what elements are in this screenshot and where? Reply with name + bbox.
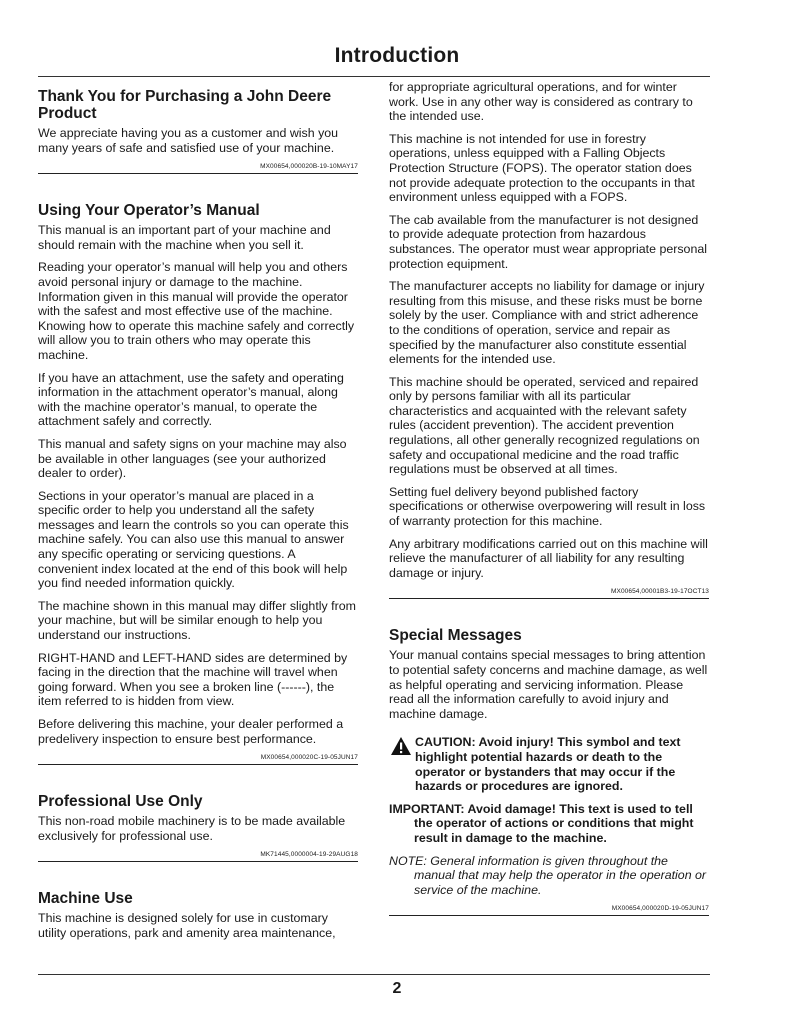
section-operators-manual xyxy=(38,202,358,765)
reference-code: MX00654,000020C-19-05JUN17 xyxy=(260,754,358,762)
section-professional-use xyxy=(38,793,358,862)
left-column xyxy=(38,88,358,949)
section-special-messages xyxy=(389,627,709,916)
right-column xyxy=(389,80,709,916)
section-heading: Machine Use xyxy=(38,890,133,908)
paragraph: Before delivering this machine, your dealer performed a predelivery inspection to ensure best performance. xyxy=(38,717,344,746)
caution-message xyxy=(389,735,709,793)
paragraph: The machine shown in this manual may differ slightly from your machine, but will be similar enough to help you understand our instructions. xyxy=(38,598,356,643)
reference-code: MX00654,000020B-19-10MAY17 xyxy=(260,163,358,171)
section-heading: Thank You for Purchasing a John Deere Product xyxy=(38,88,332,122)
paragraph: Your manual contains special messages to bring attention to potential safety concerns and machine damage, as well as helpful operating and servicing information. Please read all the information carefully to avoid injury and machine damage. xyxy=(389,648,708,721)
reference-code: MX00654,000020D-19-05JUN17 xyxy=(611,905,709,913)
paragraph: The manufacturer accepts no liability for damage or injury resulting from this misuse, and these risks must be borne solely by the user. Compliance with and strict adherence to the conditions of operation, service and repair as specified by the manufacturer also constitute essential elements for the intended use. xyxy=(389,279,705,367)
section-heading: Special Messages xyxy=(389,627,522,645)
paragraph: This machine should be operated, serviced and repaired only by persons familiar with all its particular characteristics and acquainted with the relevant safety rules (accident prevention). The accident prevention regulations, all other generally recognized regulations on safety and occupational medicine and the road traffic regulations must be observed at all times. xyxy=(389,374,700,477)
section-heading: Using Your Operator’s Manual xyxy=(38,202,260,220)
paragraph: This non-road mobile machinery is to be made available exclusively for professional use. xyxy=(38,814,346,843)
paragraph: The cab available from the manufacturer is not designed to provide adequate protection from hazardous substances. The operator must wear appropriate personal protection equipment. xyxy=(389,212,707,271)
paragraph: This manual and safety signs on your machine may also be available in other languages (see your authorized dealer to order). xyxy=(38,436,347,481)
paragraph: If you have an attachment, use the safety and operating information in the attachment operator’s manual, along with the machine operator’s manual, to operate the attachment safely and correctly. xyxy=(38,370,344,429)
section-machine-use-continued xyxy=(389,80,709,599)
paragraph: Reading your operator’s manual will help you and others avoid personal injury or damage to the machine. Information given in this manual will provide the operator with the safest and most effective use of the machine. Knowing how to operate this machine safely and correctly will allow you to train others who may operate this machine. xyxy=(38,260,355,362)
section-divider xyxy=(389,915,709,916)
section-heading: Professional Use Only xyxy=(38,793,203,811)
reference-code: MK71445,0000004-19-29AUG18 xyxy=(260,851,358,859)
paragraph: RIGHT-HAND and LEFT-HAND sides are determined by facing in the direction that the machine will travel when going forward. When you see a broken line (------), the item referred to is hidden from view. xyxy=(38,650,348,709)
paragraph: This machine is designed solely for use in customary utility operations, park and amenity area maintenance, xyxy=(38,911,336,940)
reference-code: MX00654,00001B3-19-17OCT13 xyxy=(611,588,709,596)
note-message: NOTE: General information is given throughout the manual that may help the operator in the operation or service of the machine. xyxy=(389,853,707,897)
section-thank-you xyxy=(38,88,358,174)
paragraph: Any arbitrary modifications carried out on this machine will relieve the manufacturer of all liability for any resulting damage or injury. xyxy=(389,536,708,580)
caution-text: CAUTION: Avoid injury! This symbol and text highlight potential hazards or death to the operator or bystanders that may occur if the hazards or procedures are ignored. xyxy=(415,735,681,794)
header-rule xyxy=(38,76,710,77)
paragraph: for appropriate agricultural operations, and for winter work. Use in any other way is considered as contrary to the intended use. xyxy=(389,80,693,124)
page-number: 2 xyxy=(392,980,402,997)
paragraph: Setting fuel delivery beyond published factory specifications or otherwise overpowering will result in loss of warranty protection for this machine. xyxy=(389,484,706,529)
important-message: IMPORTANT: Avoid damage! This text is used to tell the operator of actions or conditions that might result in damage to the machine. xyxy=(389,801,694,845)
warning-triangle-icon xyxy=(390,736,412,756)
section-machine-use xyxy=(38,890,358,940)
paragraph: Sections in your operator’s manual are placed in a specific order to help you understand all the safety messages and learn the controls so you can operate this machine safely. You can also use this manual to answer any specific operating or servicing questions. A convenient index located at the end of this book will help you find needed information quickly. xyxy=(38,488,349,591)
footer-rule xyxy=(38,974,710,975)
paragraph: This machine is not intended for use in forestry operations, unless equipped with a Falling Objects Protection Structure (FOPS). The operator station does not provide adequate protection to the occupants in that environment unless equipped with a FOPS. xyxy=(389,131,695,205)
page-title: Introduction xyxy=(334,44,460,67)
paragraph: This manual is an important part of your machine and should remain with the machine when you sell it. xyxy=(38,223,331,252)
paragraph: We appreciate having you as a customer and wish you many years of safe and satisfied use of your machine. xyxy=(38,126,339,155)
